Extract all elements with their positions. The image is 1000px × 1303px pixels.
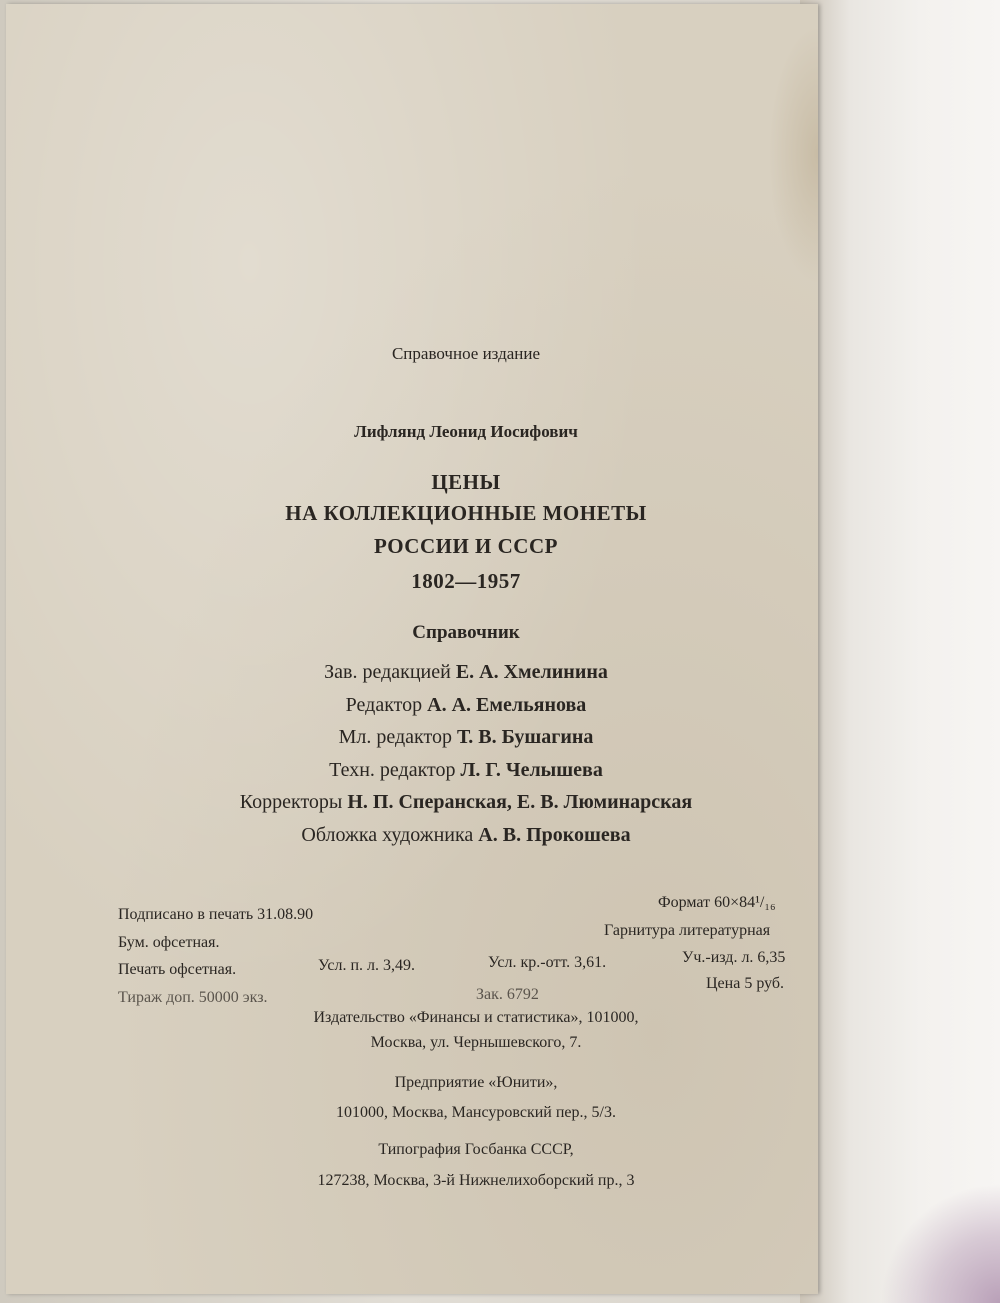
title-line-2: НА КОЛЛЕКЦИОННЫЕ МОНЕТЫ bbox=[285, 501, 647, 525]
publisher-line-1: Издательство «Финансы и статистика», 101000, bbox=[313, 1009, 639, 1026]
title-line-1: ЦЕНЫ bbox=[431, 470, 501, 494]
enterprise-line-1: Предприятие «Юнити», bbox=[394, 1074, 558, 1091]
credit-name: Л. Г. Челышева bbox=[460, 759, 603, 781]
imprint-typeface: Гарнитура литературная bbox=[604, 922, 771, 939]
credit-line bbox=[6, 694, 926, 717]
credit-name: Е. А. Хмелинина bbox=[455, 661, 608, 683]
credit-role: Редактор bbox=[345, 694, 423, 716]
imprint-run: Тираж доп. 50000 экз. bbox=[118, 989, 268, 1006]
credit-name: А. А. Емельянова bbox=[427, 694, 587, 716]
credit-line bbox=[6, 759, 926, 782]
credit-line bbox=[6, 791, 926, 814]
imprint-paper: Бум. офсетная. bbox=[118, 934, 220, 951]
credit-line bbox=[6, 661, 926, 684]
book-page bbox=[6, 4, 818, 1294]
author-name: Лифлянд Леонид Иосифович bbox=[354, 422, 578, 441]
imprint-signed: Подписано в печать 31.08.90 bbox=[118, 906, 314, 923]
printer-line-2: 127238, Москва, 3-й Нижнелихоборский пр., 3 bbox=[317, 1172, 635, 1189]
subtitle: Справочник bbox=[412, 622, 520, 643]
credit-name: А. В. Прокошева bbox=[478, 824, 631, 846]
credit-role: Зав. редакцией bbox=[324, 661, 451, 683]
imprint-usl-kr: Усл. кр.-отт. 3,61. bbox=[488, 954, 607, 971]
title-years: 1802—1957 bbox=[411, 569, 521, 593]
credit-line bbox=[6, 824, 926, 847]
imprint-usl-pl: Усл. п. л. 3,49. bbox=[318, 957, 416, 974]
printer-line-1: Типография Госбанка СССР, bbox=[378, 1141, 574, 1158]
imprint-format: Формат 60×84¹/₁₆ bbox=[658, 894, 776, 911]
credit-role: Техн. редактор bbox=[329, 759, 456, 781]
credit-name: Т. В. Бушагина bbox=[456, 726, 594, 748]
imprint-price: Цена 5 руб. bbox=[706, 975, 785, 992]
page-stain bbox=[768, 24, 818, 284]
credit-name: Н. П. Сперанская, Е. В. Люминарская bbox=[347, 791, 693, 813]
credit-role: Мл. редактор bbox=[338, 726, 452, 748]
title-line-3: РОССИИ И СССР bbox=[374, 534, 558, 558]
imprint-uch-izd: Уч.-изд. л. 6,35 bbox=[682, 949, 786, 966]
imprint-order: Зак. 6792 bbox=[476, 986, 539, 1003]
credit-role: Корректоры bbox=[239, 791, 343, 813]
imprint-print: Печать офсетная. bbox=[118, 961, 237, 978]
edition-type: Справочное издание bbox=[391, 344, 541, 363]
credit-role: Обложка художника bbox=[301, 824, 474, 846]
publisher-line-2: Москва, ул. Чернышевского, 7. bbox=[370, 1034, 582, 1051]
enterprise-line-2: 101000, Москва, Мансуровский пер., 5/3. bbox=[336, 1104, 616, 1121]
credit-line bbox=[6, 726, 926, 749]
